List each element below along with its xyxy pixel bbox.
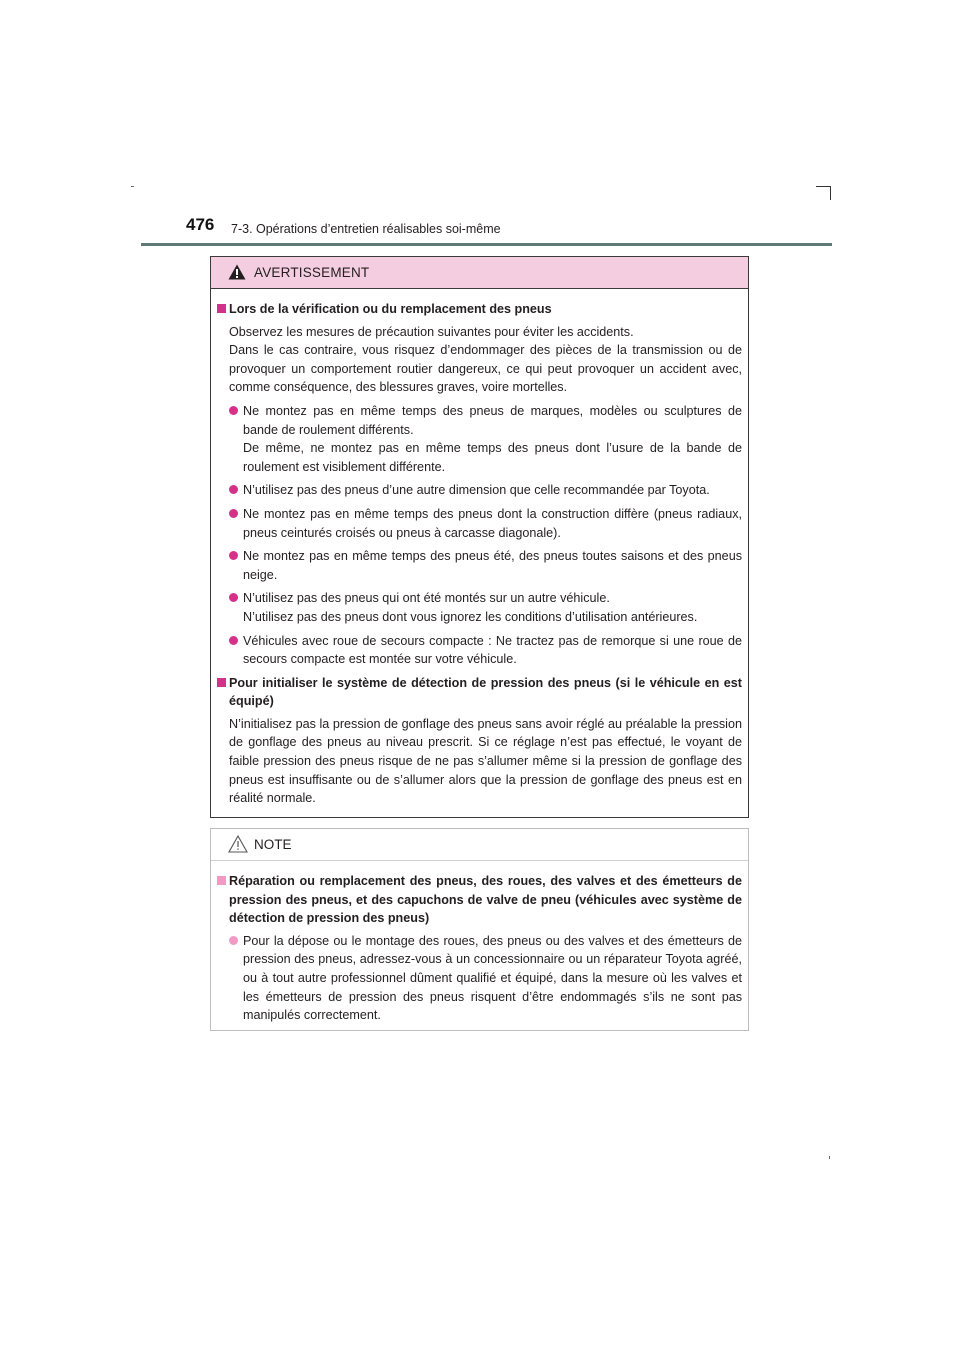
list-item: [217, 932, 742, 1025]
crop-mark: [829, 1156, 830, 1159]
list-item: [217, 402, 742, 476]
bullet-text: De même, ne montez pas en même temps des pneus dont l’usure de la bande de roulement est visiblement différente.: [243, 441, 742, 474]
paragraph-line: Observez les mesures de précaution suivantes pour éviter les accidents.: [229, 324, 634, 339]
note-content: [211, 861, 748, 1025]
square-bullet-icon: [217, 876, 226, 885]
list-item: [217, 589, 742, 626]
list-item: [217, 505, 742, 542]
crop-mark: [830, 186, 831, 200]
heading-text: Lors de la vérification ou du remplacement des pneus: [229, 302, 552, 316]
bullet-text: N’utilisez pas des pneus dont vous ignorez les conditions d’utilisation antérieures.: [243, 609, 698, 624]
circle-bullet-icon: [229, 485, 238, 494]
bullet-text: Pour la dépose ou le montage des roues, des pneus ou des valves et des émetteurs de pression des pneus, adressez-vous à un concessionnaire ou un réparateur Toyota agréé, ou à tout autre professionnel dûment qualifié et équipé, dans la mesure où les valves et les émetteurs de pression des pneus risquent d’être endommagés s’ils ne sont pas manipulés correctement.: [243, 933, 742, 1023]
list-item: [217, 547, 742, 584]
warning-header: [211, 257, 748, 289]
header-rule: [141, 243, 832, 246]
warning-heading: [217, 300, 742, 319]
circle-bullet-icon: [229, 551, 238, 560]
page-number: 476: [186, 215, 215, 234]
circle-bullet-icon: [229, 636, 238, 645]
note-header: [211, 829, 748, 861]
square-bullet-icon: [217, 304, 226, 313]
warning-title: AVERTISSEMENT: [254, 265, 370, 280]
heading-text: Réparation ou remplacement des pneus, des roues, des valves et des émetteurs de pression des pneus, et des capuchons de valve de pneu (véhicules avec système de détection de pression des pneus): [229, 874, 742, 926]
bullet-text: N’utilisez pas des pneus d’une autre dimension que celle recommandée par Toyota.: [243, 483, 710, 498]
square-bullet-icon: [217, 678, 226, 687]
section-title: 7-3. Opérations d’entretien réalisables soi-même: [231, 222, 501, 236]
warning-box: [210, 256, 749, 818]
bullet-text: Ne montez pas en même temps des pneus été, des pneus toutes saisons et des pneus neige.: [243, 549, 742, 582]
circle-bullet-icon: [229, 406, 238, 415]
paragraph-line: Dans le cas contraire, vous risquez d’endommager des pièces de la transmission ou de provoquer un comportement routier dangereux, ce qui peut provoquer un accident avec, comme conséquence, des blessures graves, voire mortelles.: [229, 343, 742, 395]
warning-paragraph: N’initialisez pas la pression de gonflage des pneus sans avoir réglé au préalable la pression de gonflage des pneus au niveau prescrit. Si ce réglage n’est pas effectué, le voyant de faible pression des pneus risque de ne pas s’allumer même si la pression de gonflage des pneus est insuffisante ou de s’allumer alors que la pression de gonflage des pneus est en réalité normale.: [229, 716, 742, 806]
crop-mark: [816, 186, 830, 187]
bullet-text: Ne montez pas en même temps des pneus de marques, modèles ou sculptures de bande de roulement différents.: [243, 403, 742, 437]
heading-text: Pour initialiser le système de détection de pression des pneus (si le véhicule en est équipé): [229, 675, 742, 709]
circle-bullet-icon: [229, 509, 238, 518]
crop-mark: [131, 186, 134, 187]
list-item: [217, 481, 742, 500]
bullet-text: N’utilisez pas des pneus qui ont été montés sur un autre véhicule.: [243, 591, 610, 606]
note-box: [210, 828, 749, 1031]
circle-bullet-icon: [229, 593, 238, 602]
bullet-text: Ne montez pas en même temps des pneus dont la construction diffère (pneus radiaux, pneus ceinturés croisés ou pneus à carcasse diagonale).: [243, 506, 742, 540]
note-heading: [217, 872, 742, 928]
circle-bullet-icon: [229, 936, 238, 945]
bullet-text: Véhicules avec roue de secours compacte : Ne tractez pas de remorque si une roue de secours compacte est montée sur votre véhicule.: [243, 633, 742, 667]
warning-triangle-icon: [228, 264, 246, 280]
warning-intro: [217, 323, 742, 397]
list-item: [217, 632, 742, 669]
warning-heading: [217, 674, 742, 711]
note-title: NOTE: [254, 837, 292, 852]
caution-triangle-outline-icon: [228, 835, 248, 853]
warning-content: [211, 289, 748, 808]
